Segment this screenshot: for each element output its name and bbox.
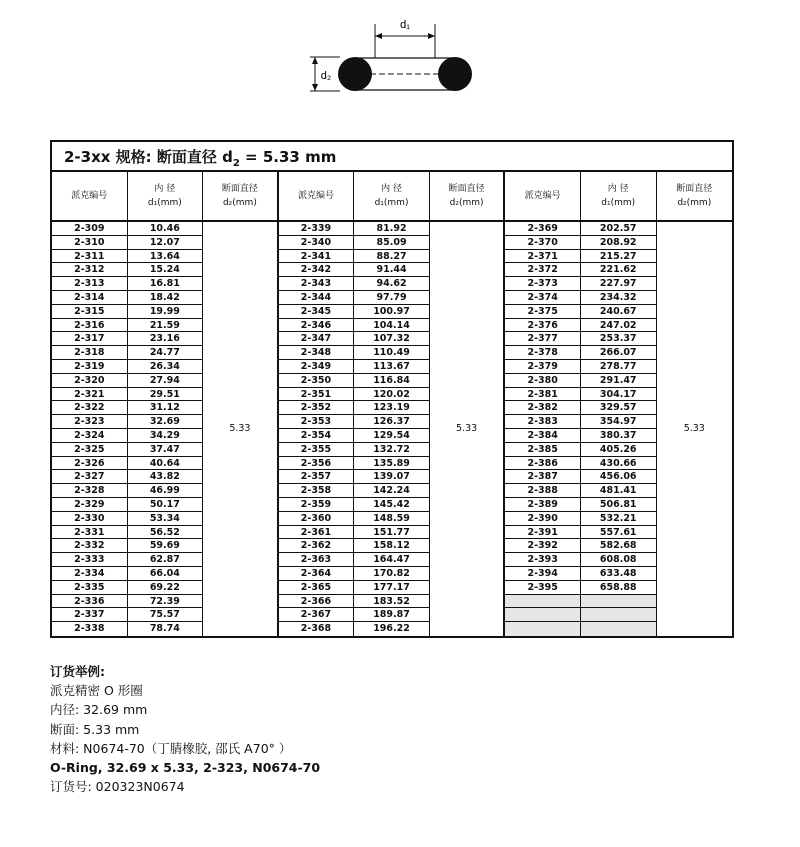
part-number-cell: 2-362 bbox=[279, 539, 354, 553]
inner-diameter-cell: 123.19 bbox=[354, 401, 429, 415]
inner-diameter-cell: 32.69 bbox=[128, 415, 203, 429]
d1-label: d₁ bbox=[400, 19, 410, 31]
part-number-cell: 2-364 bbox=[279, 567, 354, 581]
part-number-cell bbox=[505, 622, 580, 636]
inner-diameter-cell: 135.89 bbox=[354, 457, 429, 471]
inner-diameter-cell: 91.44 bbox=[354, 263, 429, 277]
inner-diameter-cell: 405.26 bbox=[581, 443, 656, 457]
part-number-cell: 2-354 bbox=[279, 429, 354, 443]
inner-diameter-cell: 608.08 bbox=[581, 553, 656, 567]
inner-diameter-cell: 658.88 bbox=[581, 581, 656, 595]
inner-diameter-cell: 46.99 bbox=[128, 484, 203, 498]
inner-diameter-cell bbox=[581, 595, 656, 609]
inner-diameter-cell: 170.82 bbox=[354, 567, 429, 581]
part-number-cell: 2-340 bbox=[279, 236, 354, 250]
part-number-cell: 2-355 bbox=[279, 443, 354, 457]
part-number-cell: 2-329 bbox=[52, 498, 127, 512]
part-number-cell: 2-387 bbox=[505, 470, 580, 484]
part-number-cell: 2-327 bbox=[52, 470, 127, 484]
inner-diameter-cell: 37.47 bbox=[128, 443, 203, 457]
inner-diameter-cell: 506.81 bbox=[581, 498, 656, 512]
part-number-cell: 2-370 bbox=[505, 236, 580, 250]
order-example-line: 派克精密 O 形圈 bbox=[50, 683, 143, 699]
part-number-cell: 2-326 bbox=[52, 457, 127, 471]
part-number-cell: 2-381 bbox=[505, 388, 580, 402]
part-number-cell: 2-312 bbox=[52, 263, 127, 277]
header-part-number: 派克编号 bbox=[505, 172, 581, 220]
part-number-cell: 2-358 bbox=[279, 484, 354, 498]
part-number-cell: 2-378 bbox=[505, 346, 580, 360]
part-number-cell: 2-380 bbox=[505, 374, 580, 388]
part-number-cell: 2-374 bbox=[505, 291, 580, 305]
order-example bbox=[50, 662, 320, 796]
inner-diameter-cell: 151.77 bbox=[354, 526, 429, 540]
part-number-cell: 2-375 bbox=[505, 305, 580, 319]
inner-diameter-cell: 240.67 bbox=[581, 305, 656, 319]
part-number-cell: 2-392 bbox=[505, 539, 580, 553]
part-number-cell: 2-341 bbox=[279, 250, 354, 264]
part-number-cell bbox=[505, 608, 580, 622]
inner-diameter-cell: 72.39 bbox=[128, 595, 203, 609]
part-number-cell: 2-313 bbox=[52, 277, 127, 291]
order-example-heading: 订货举例: bbox=[50, 664, 105, 679]
part-number-cell: 2-350 bbox=[279, 374, 354, 388]
inner-diameter-cell: 107.32 bbox=[354, 332, 429, 346]
part-number-cell: 2-394 bbox=[505, 567, 580, 581]
part-number-cell: 2-309 bbox=[52, 222, 127, 236]
header-part-number: 派克编号 bbox=[52, 172, 128, 220]
header-part-number: 派克编号 bbox=[279, 172, 355, 220]
inner-diameter-cell: 29.51 bbox=[128, 388, 203, 402]
d2-label: d₂ bbox=[320, 70, 332, 82]
part-number-cell: 2-367 bbox=[279, 608, 354, 622]
part-number-cell: 2-359 bbox=[279, 498, 354, 512]
part-number-column bbox=[279, 222, 355, 636]
part-number-cell bbox=[505, 595, 580, 609]
inner-diameter-cell: 21.59 bbox=[128, 319, 203, 333]
inner-diameter-cell: 85.09 bbox=[354, 236, 429, 250]
part-number-cell: 2-346 bbox=[279, 319, 354, 333]
inner-diameter-cell: 456.06 bbox=[581, 470, 656, 484]
part-number-cell: 2-345 bbox=[279, 305, 354, 319]
header-inner-diameter: 内 径 d₁(mm) bbox=[128, 172, 204, 220]
order-example-line: 内径: 32.69 mm bbox=[50, 702, 148, 718]
part-number-cell: 2-333 bbox=[52, 553, 127, 567]
inner-diameter-cell: 56.52 bbox=[128, 526, 203, 540]
part-number-cell: 2-330 bbox=[52, 512, 127, 526]
cross-section-value-cell: 5.33 bbox=[683, 423, 705, 435]
inner-diameter-cell: 148.59 bbox=[354, 512, 429, 526]
part-number-cell: 2-319 bbox=[52, 360, 127, 374]
inner-diameter-cell: 247.02 bbox=[581, 319, 656, 333]
part-number-cell: 2-335 bbox=[52, 581, 127, 595]
inner-diameter-cell: 88.27 bbox=[354, 250, 429, 264]
part-number-cell: 2-337 bbox=[52, 608, 127, 622]
header-inner-diameter: 内 径 d₁(mm) bbox=[581, 172, 657, 220]
inner-diameter-cell: 278.77 bbox=[581, 360, 656, 374]
inner-diameter-cell: 304.17 bbox=[581, 388, 656, 402]
part-number-cell: 2-357 bbox=[279, 470, 354, 484]
inner-diameter-cell: 145.42 bbox=[354, 498, 429, 512]
part-number-cell: 2-318 bbox=[52, 346, 127, 360]
part-number-cell: 2-383 bbox=[505, 415, 580, 429]
table-header-row bbox=[52, 172, 732, 222]
part-number-cell: 2-321 bbox=[52, 388, 127, 402]
inner-diameter-cell: 110.49 bbox=[354, 346, 429, 360]
inner-diameter-cell: 215.27 bbox=[581, 250, 656, 264]
inner-diameter-cell: 430.66 bbox=[581, 457, 656, 471]
o-ring-size-table bbox=[50, 140, 734, 638]
part-number-cell: 2-356 bbox=[279, 457, 354, 471]
part-number-cell: 2-369 bbox=[505, 222, 580, 236]
inner-diameter-cell: 132.72 bbox=[354, 443, 429, 457]
inner-diameter-cell: 40.64 bbox=[128, 457, 203, 471]
part-number-cell: 2-351 bbox=[279, 388, 354, 402]
inner-diameter-cell: 183.52 bbox=[354, 595, 429, 609]
inner-diameter-cell: 354.97 bbox=[581, 415, 656, 429]
inner-diameter-cell bbox=[581, 608, 656, 622]
part-number-cell: 2-332 bbox=[52, 539, 127, 553]
part-number-cell: 2-373 bbox=[505, 277, 580, 291]
inner-diameter-cell: 164.47 bbox=[354, 553, 429, 567]
inner-diameter-cell bbox=[581, 622, 656, 636]
part-number-cell: 2-323 bbox=[52, 415, 127, 429]
part-number-cell: 2-347 bbox=[279, 332, 354, 346]
inner-diameter-cell: 582.68 bbox=[581, 539, 656, 553]
inner-diameter-cell: 81.92 bbox=[354, 222, 429, 236]
part-number-cell: 2-325 bbox=[52, 443, 127, 457]
part-number-cell: 2-344 bbox=[279, 291, 354, 305]
part-number-cell: 2-376 bbox=[505, 319, 580, 333]
inner-diameter-cell: 234.32 bbox=[581, 291, 656, 305]
inner-diameter-cell: 53.34 bbox=[128, 512, 203, 526]
inner-diameter-cell: 18.42 bbox=[128, 291, 203, 305]
order-number: 订货号: 020323N0674 bbox=[50, 779, 185, 795]
inner-diameter-cell: 291.47 bbox=[581, 374, 656, 388]
inner-diameter-cell: 34.29 bbox=[128, 429, 203, 443]
part-number-cell: 2-382 bbox=[505, 401, 580, 415]
inner-diameter-cell: 266.07 bbox=[581, 346, 656, 360]
part-number-cell: 2-388 bbox=[505, 484, 580, 498]
inner-diameter-cell: 202.57 bbox=[581, 222, 656, 236]
part-number-cell: 2-385 bbox=[505, 443, 580, 457]
inner-diameter-cell: 27.94 bbox=[128, 374, 203, 388]
inner-diameter-cell: 557.61 bbox=[581, 526, 656, 540]
part-number-cell: 2-363 bbox=[279, 553, 354, 567]
inner-diameter-cell: 142.24 bbox=[354, 484, 429, 498]
inner-diameter-cell: 26.34 bbox=[128, 360, 203, 374]
inner-diameter-cell: 253.37 bbox=[581, 332, 656, 346]
inner-diameter-cell: 23.16 bbox=[128, 332, 203, 346]
order-example-designation: O-Ring, 32.69 x 5.33, 2-323, N0674-70 bbox=[50, 760, 321, 776]
inner-diameter-cell: 113.67 bbox=[354, 360, 429, 374]
part-number-cell: 2-361 bbox=[279, 526, 354, 540]
part-number-cell: 2-331 bbox=[52, 526, 127, 540]
part-number-cell: 2-352 bbox=[279, 401, 354, 415]
inner-diameter-cell: 227.97 bbox=[581, 277, 656, 291]
inner-diameter-cell: 100.97 bbox=[354, 305, 429, 319]
inner-diameter-cell: 10.46 bbox=[128, 222, 203, 236]
part-number-cell: 2-389 bbox=[505, 498, 580, 512]
cross-section-right bbox=[438, 57, 472, 91]
part-number-column bbox=[52, 222, 128, 636]
part-number-cell: 2-390 bbox=[505, 512, 580, 526]
part-number-cell: 2-391 bbox=[505, 526, 580, 540]
part-number-cell: 2-353 bbox=[279, 415, 354, 429]
table-body bbox=[52, 222, 732, 636]
header-cross-section: 断面直径 d₂(mm) bbox=[430, 172, 506, 220]
inner-diameter-cell: 380.37 bbox=[581, 429, 656, 443]
inner-diameter-cell: 69.22 bbox=[128, 581, 203, 595]
part-number-cell: 2-379 bbox=[505, 360, 580, 374]
part-number-cell: 2-395 bbox=[505, 581, 580, 595]
inner-diameter-cell: 196.22 bbox=[373, 623, 410, 635]
inner-diameter-cell: 129.54 bbox=[354, 429, 429, 443]
part-number-cell: 2-334 bbox=[52, 567, 127, 581]
inner-diameter-column bbox=[581, 222, 657, 636]
inner-diameter-cell: 633.48 bbox=[581, 567, 656, 581]
inner-diameter-cell: 189.87 bbox=[354, 608, 429, 622]
inner-diameter-cell: 75.57 bbox=[128, 608, 203, 622]
inner-diameter-cell: 15.24 bbox=[128, 263, 203, 277]
inner-diameter-cell: 43.82 bbox=[128, 470, 203, 484]
inner-diameter-cell: 13.64 bbox=[128, 250, 203, 264]
part-number-cell: 2-328 bbox=[52, 484, 127, 498]
part-number-cell: 2-339 bbox=[279, 222, 354, 236]
part-number-cell: 2-360 bbox=[279, 512, 354, 526]
inner-diameter-cell: 329.57 bbox=[581, 401, 656, 415]
part-number-cell: 2-315 bbox=[52, 305, 127, 319]
part-number-cell: 2-311 bbox=[52, 250, 127, 264]
inner-diameter-cell: 158.12 bbox=[354, 539, 429, 553]
inner-diameter-cell: 50.17 bbox=[128, 498, 203, 512]
part-number-cell: 2-371 bbox=[505, 250, 580, 264]
header-cross-section: 断面直径 d₂(mm) bbox=[203, 172, 279, 220]
order-example-line: 断面: 5.33 mm bbox=[50, 721, 140, 737]
part-number-cell: 2-316 bbox=[52, 319, 127, 333]
inner-diameter-column bbox=[354, 222, 430, 636]
part-number-cell: 2-349 bbox=[279, 360, 354, 374]
cross-section-left bbox=[338, 57, 372, 91]
inner-diameter-cell: 31.12 bbox=[128, 401, 203, 415]
inner-diameter-cell: 19.99 bbox=[128, 305, 203, 319]
inner-diameter-cell: 139.07 bbox=[354, 470, 429, 484]
part-number-cell: 2-310 bbox=[52, 236, 127, 250]
table-title: 2-3xx 规格: 断面直径 $d_2 = 5.33$ mm bbox=[52, 142, 732, 172]
inner-diameter-cell: 59.69 bbox=[128, 539, 203, 553]
inner-diameter-cell: 120.02 bbox=[354, 388, 429, 402]
inner-diameter-cell: 78.74 bbox=[149, 623, 180, 635]
inner-diameter-cell: 97.79 bbox=[354, 291, 429, 305]
inner-diameter-cell: 24.77 bbox=[128, 346, 203, 360]
part-number-column bbox=[505, 222, 581, 636]
part-number-cell: 2-342 bbox=[279, 263, 354, 277]
inner-diameter-cell: 126.37 bbox=[354, 415, 429, 429]
part-number-cell: 2-338 bbox=[74, 623, 105, 635]
part-number-cell: 2-324 bbox=[52, 429, 127, 443]
part-number-cell: 2-320 bbox=[52, 374, 127, 388]
inner-diameter-column bbox=[128, 222, 204, 636]
part-number-cell: 2-366 bbox=[279, 595, 354, 609]
part-number-cell: 2-393 bbox=[505, 553, 580, 567]
o-ring-cross-section-diagram bbox=[300, 10, 490, 110]
part-number-cell: 2-372 bbox=[505, 263, 580, 277]
inner-diameter-cell: 177.17 bbox=[354, 581, 429, 595]
header-inner-diameter: 内 径 d₁(mm) bbox=[354, 172, 430, 220]
part-number-cell: 2-377 bbox=[505, 332, 580, 346]
inner-diameter-cell: 16.81 bbox=[128, 277, 203, 291]
inner-diameter-cell: 481.41 bbox=[581, 484, 656, 498]
inner-diameter-cell: 62.87 bbox=[128, 553, 203, 567]
inner-diameter-cell: 221.62 bbox=[581, 263, 656, 277]
inner-diameter-cell: 208.92 bbox=[581, 236, 656, 250]
order-example-line: 材料: N0674-70（丁腈橡胶, 邵氏 A70° ） bbox=[50, 740, 292, 756]
inner-diameter-cell: 116.84 bbox=[354, 374, 429, 388]
part-number-cell: 2-368 bbox=[300, 623, 332, 635]
inner-diameter-cell: 12.07 bbox=[128, 236, 203, 250]
inner-diameter-cell: 94.62 bbox=[354, 277, 429, 291]
inner-diameter-cell: 532.21 bbox=[581, 512, 656, 526]
part-number-cell: 2-343 bbox=[279, 277, 354, 291]
inner-diameter-cell: 66.04 bbox=[128, 567, 203, 581]
part-number-cell: 2-386 bbox=[505, 457, 580, 471]
part-number-cell: 2-348 bbox=[279, 346, 354, 360]
cross-section-value-cell: 5.33 bbox=[430, 222, 506, 636]
part-number-cell: 2-365 bbox=[279, 581, 354, 595]
cross-section-value-cell: 5.33 bbox=[203, 222, 279, 636]
part-number-cell: 2-317 bbox=[52, 332, 127, 346]
part-number-cell: 2-314 bbox=[52, 291, 127, 305]
header-cross-section: 断面直径 d₂(mm) bbox=[676, 184, 713, 208]
part-number-cell: 2-322 bbox=[52, 401, 127, 415]
inner-diameter-cell: 104.14 bbox=[354, 319, 429, 333]
part-number-cell: 2-336 bbox=[52, 595, 127, 609]
part-number-cell: 2-384 bbox=[505, 429, 580, 443]
